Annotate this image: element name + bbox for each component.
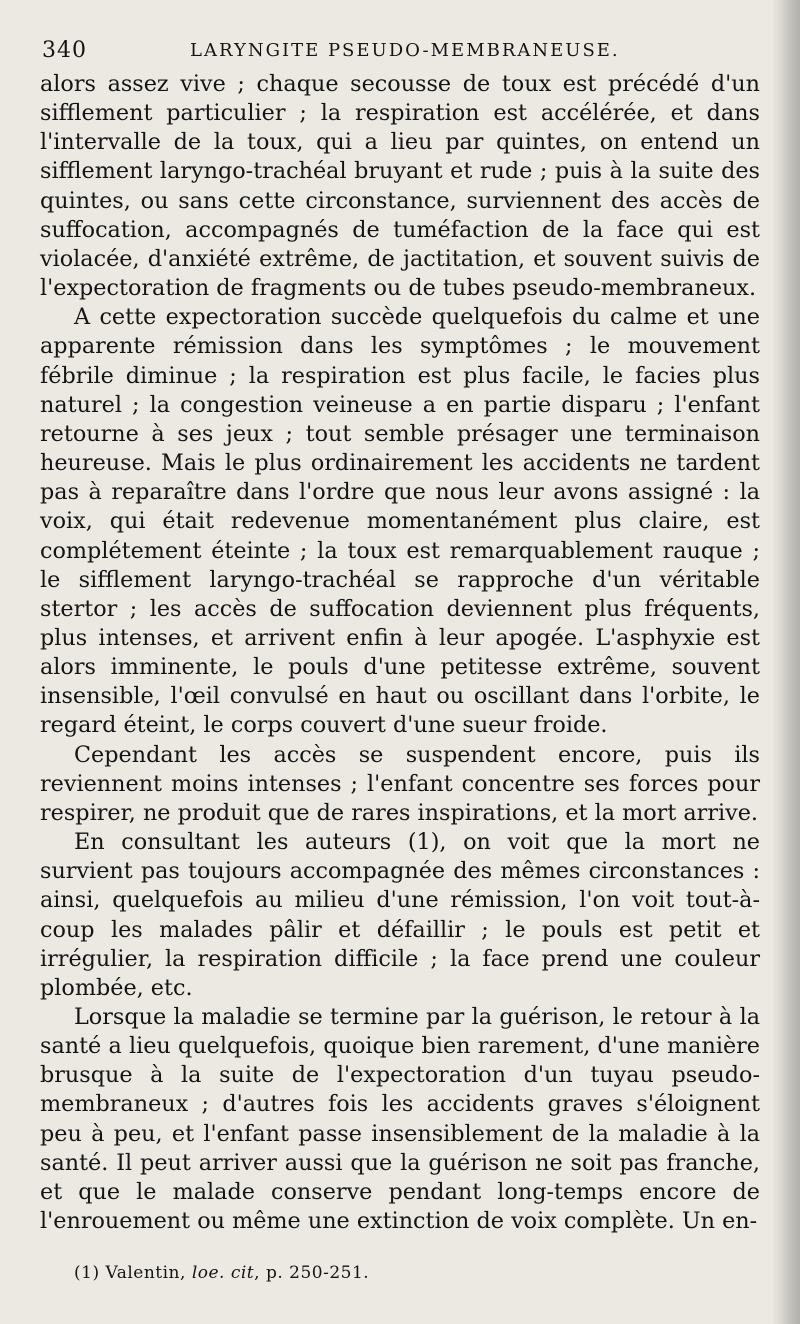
footnote-pages: , p. 250-251. [254,1263,370,1283]
page-header [40,34,760,70]
paragraph: A cette expectoration succède quelquefois du calme et une apparente rémission dans les symptômes ; le mouvement fébrile diminue ; la respiration est plus facile, le facies plus naturel ; la congestion veineuse a en partie disparu ; l'enfant retourne à ses jeux ; tout semble présager une terminaison heureuse. Mais le plus ordinairement les accidents ne tardent pas à reparaître dans l'ordre que nous leur avons assigné : la voix, qui était redevenue momentanément plus claire, est complétement éteinte ; la toux est remarquablement rauque ; le sifflement laryngo-trachéal se rapproche d'un véritable stertor ; les accès de suffocation deviennent plus fréquents, plus intenses, et arrivent enfin à leur apogée. L'asphyxie est alors imminente, le pouls d'une petitesse extrême, souvent insensible, l'œil convulsé en haut ou oscillant dans l'orbite, le regard éteint, le corps couvert d'une sueur froide. [40,304,760,739]
paragraph: alors assez vive ; chaque secousse de toux est précédé d'un sifflement particulier ; la respiration est accélérée, et dans l'intervalle de la toux, qui a lieu par quintes, on entend un sifflement laryngo-trachéal bruyant et rude ; puis à la suite des quintes, ou sans cette circonstance, surviennent des accès de suffocation, accompagnés de tuméfaction de la face qui est violacée, d'anxiété extrême, de jactitation, et souvent suivis de l'expectoration de fragments ou de tubes pseudo-membraneux. [40,71,760,302]
paragraph: En consultant les auteurs (1), on voit que la mort ne survient pas toujours accompagnée des mêmes circonstances : ainsi, quelquefois au milieu d'une rémission, l'on voit tout-à-coup les malades pâlir et défaillir ; le pouls est petit et irrégulier, la respiration difficile ; la face prend une couleur plombée, etc. [40,829,760,1001]
paragraph: Cependant les accès se suspendent encore, puis ils reviennent moins intenses ; l'enfant concentre ses forces pour respirer, ne produit que de rares inspirations, et la mort arrive. [40,741,760,826]
paragraph: Lorsque la maladie se termine par la guérison, le retour à la santé a lieu quelquefois, quoique bien rarement, d'une manière brusque à la suite de l'expectoration d'un tuyau pseudo-membraneux ; d'autres fois les accidents graves s'éloignent peu à peu, et l'enfant passe insensiblement de la maladie à la santé. Il peut arriver aussi que la guérison ne soit pas franche, et que le malade conserve pendant long-temps encore de l'enrouement ou même une extinction de voix complète. Un en- [40,1004,760,1235]
footnote-citation: loe. cit [191,1263,255,1283]
running-title: LARYNGITE PSEUDO-MEMBRANEUSE. [190,40,620,61]
footnote-marker: (1) Valentin, [74,1263,186,1283]
body-text [40,70,760,1236]
footnote [74,1263,369,1283]
page-number: 340 [42,38,87,63]
page-edge-shadow [772,0,800,1324]
